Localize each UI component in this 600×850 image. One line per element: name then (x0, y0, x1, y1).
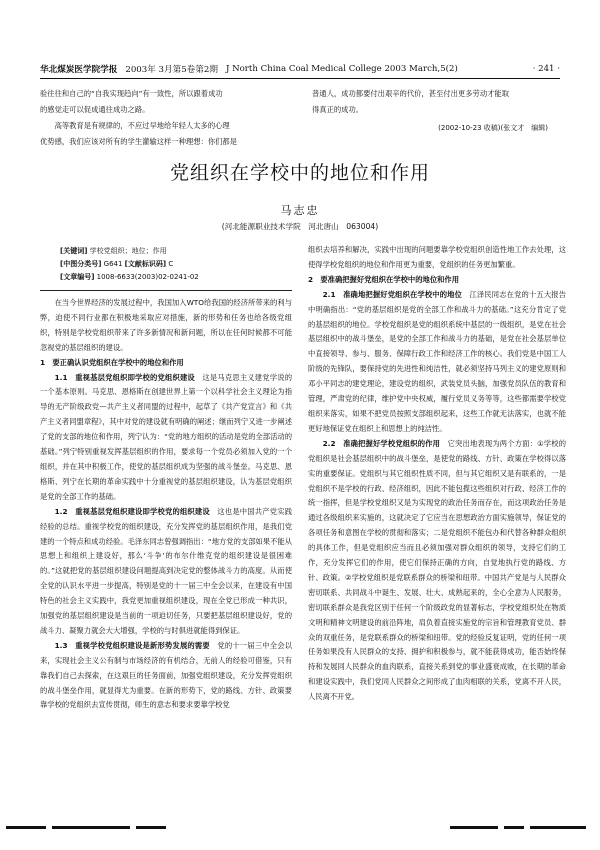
footer-decoration (0, 826, 600, 836)
subsection-heading: 1.1 重视基层党组织即学校的党组织建设 (54, 372, 195, 382)
metadata-rule (40, 290, 292, 291)
body-paragraph (40, 371, 292, 505)
footer-bar-segment (504, 826, 524, 829)
clc-label: [中图分类号] (60, 260, 102, 268)
article-number-label: [文章编号] (60, 273, 95, 281)
journal-name-en: J North China Coal Medical College 2003 March,5(2) (225, 64, 458, 74)
footer-bar-segment (530, 826, 586, 829)
previous-line: 高等教育是有规律的，不应过早地给年轻人太多的心理 (54, 121, 230, 130)
clc-value: G641 (103, 260, 123, 268)
running-header (40, 62, 560, 76)
subsection-heading: 2.1 准确地把握好党组织在学校中的地位 (322, 289, 463, 299)
footer-bar-segment (450, 826, 498, 829)
paragraph-text: 党的十一届三中全会以来，实现社会主义公有制与市场经济的有机结合，无前人的经验可借鉴，只有靠我们自己去探索，在这艰巨的任务面前，加强党组织建设，充分发挥党组织的战斗堡垒作用，就显得尤为重要。在新的形势下，党的路线、方针、政策要靠学校的党组织去宣传贯彻，师生的意志和要求要靠学校党 (40, 640, 292, 710)
footer-bar-segment (52, 826, 130, 829)
footer-bar-segment (6, 826, 46, 829)
article-number-row (60, 271, 292, 284)
paragraph-text: 这也是中国共产党实践经验的总结。重视学校党的组织建设，充分发挥党的基层组织作用，是我们党建的一个特点和成功经验。毛泽东同志曾强调指出：“地方党的支部如果不能从思想上和组织上建设好，那么‘斗争’的布尔什维克党的组织建设是很困难的。”这就把党的基层组织建设问题提高到决定党的整体战斗力的高度。从而使全党的认识水平进一步提高，特别是党的十一届三中全会以来，在建设有中国特色的社会主义实践中，我党更加重视组织建设，现在全党已形成一种共识，加强党的基层组织建设是当前的一项迫切任务，只要把基层组织建设好，党的战斗力、凝聚力就会大大增强，学校的与时俱进就能得到保证。 (40, 506, 292, 635)
doc-code-value: C (168, 260, 174, 268)
keywords-label: [关键词] (60, 247, 88, 255)
continued-paragraph: 组织去培养和解决，实践中出现的问题要靠学校党组织创造性地工作去处理，这使得学校党组织的地位和作用更为重要，党组织的任务更加繁重。 (308, 245, 566, 269)
previous-line: 普通人，成功都要付出艰辛的代价，甚至付出更多劳动才能取 (312, 89, 510, 98)
section-heading: 1 要正确认识党组织在学校中的地位和作用 (40, 357, 184, 367)
paragraph-text: 江泽民同志在党的十五大报告中明确指出：“党的基层组织是党的全部工作和战斗力的基础。”这充分肯定了党的基层组织的地位。学校党组织是党的组织系统中基层的一级组织，是党在社会基层组织中的战斗堡垒，是党的全部工作和战斗力的基础，是党在社会基层单位中直接领导、参与、服务、保障行政工作和经济工作的核心。我们党是中国工人阶级的先锋队，要保持党的先进性和纯洁性，就必须坚持马列主义的建党原则和邓小平同志的建党理论，建设党的组织，武装党员头脑，加强党员队伍的教育和管理，严肃党的纪律，维护党中央权威，履行党员义务等等，这些都需要学校党组织来落实，如果不把党员按照支部组织起来，这些工作就无法落实，也就不能更好地保证党在组织上和思想上的纯洁性。 (308, 289, 566, 433)
previous-line: 得真正的成功。 (312, 105, 364, 114)
journal-name-cn: 华北煤炭医学院学报 (40, 65, 118, 75)
subsection-heading: 2.2 准确把握好学校党组织的作用 (322, 438, 441, 448)
footer-bar-segment (136, 826, 166, 829)
page-number: · 241 · (532, 64, 560, 74)
body-paragraph (308, 288, 566, 437)
section-heading: 2 要准确把握好党组织在学校中的地位和作用 (308, 274, 460, 284)
classification-row (60, 258, 292, 271)
keywords-row (60, 245, 292, 258)
previous-article-left (40, 86, 290, 150)
keywords-value: 学校党组织；地位；作用 (89, 247, 167, 255)
issue-info: 2003年 3月第5卷第2期 (125, 65, 218, 75)
article-number-value: 1008-6633(2003)02-0241-02 (96, 273, 199, 281)
paragraph-text: 这是马克思主义建党学说的一个基本原则。马克思、恩格斯在创建世界上第一个以科学社会主义理论为指导的无产阶级政党—共产主义者同盟的过程中，起草了《共产党宣言》和《共产主义者同盟章程》，其中对党的建设就有明确的阐述；继而列宁又进一步阐述了党的支部的地位和作用，列宁认为：“党的地方组织的活动是党的全部活动的基础。”列宁特别重视发挥基层组织的作用，要求每一个党员必须加入党的一个组织，并在其中积极工作，使党的基层组织成为坚强的战斗堡垒。马克思、恩格斯、列宁在长期的革命实践中十分重视党的基层组织建设，认为基层党组织是党的全部工作的基础。 (40, 372, 292, 501)
author-affiliation: (河北能源职业技术学院 河北唐山 063004) (221, 222, 379, 231)
previous-line: 优势感，我们应该对所有的学生灌输这样一种理想：你们都是 (40, 137, 238, 146)
subsection-heading: 1.3 重视学校党组织建设是新形势发展的需要 (54, 640, 210, 650)
body-column-left (40, 296, 292, 713)
article-title: 党组织在学校中的地位和作用 (169, 162, 430, 184)
paragraph-text: 它突出地表现为两个方面：①学校的党组织是社会基层组织中的战斗堡垒，是使党的路线、方针、政策在学校得以落实的重要保证。党组织与其它组织性质不同，但与其它组织又是有联系的，一是党组织不是学校的行政、经济组织，因此不能包揽这些组织对行政、经济工作的统一指挥，但是学校党组织又是为实现党的政治任务而存在，而这项政治任务是通过各级组织来实施的，这就决定了它应当在思想政治方面实施领导，保证党的各项任务和意图在学校的贯彻和落实；二是党组织不能包办和代替各种群众组织的具体工作，但是党组织应当而且必须加强对群众组织的领导，支持它们的工作，充分发挥它们的作用，使它们保持正确的方向，自觉地执行党的路线、方针、政策。②学校党组织是党联系群众的桥梁和纽带。中国共产党是与人民群众密切联系、共同战斗中诞生、发展、壮大、成熟起来的，全心全意为人民服务，密切联系群众是我党区别于任何一个阶级政党的显著标志，学校党组织处在物质文明和精神文明建设的前沿阵地，肩负着直接实施党的宗旨和管理教育党员、群众的双重任务，是党联系群众的桥梁和纽带。党的经验反复证明，党的任何一项任务如果没有人民群众的支持、拥护和积极参与，就不能获得成功，能否始终保持和发展同人民群众的血肉联系，直接关系到党的事业盛衰成败，在长期的革命和建设实践中，我们党同人民群众之间形成了血肉相联的关系，党离不开人民，人民离不开党。 (308, 438, 566, 702)
body-paragraph (308, 437, 566, 705)
intro-paragraph: 在当今世界经济的发展过程中，我国加入WTO给我国的经济所带来的利与弊，迫使不同行业都在积极地采取应对措施，新的形势和任务也给各级党组织，特别是学校党组织带来了许多新情况和新问题，所以在任何时候都不可能忽视党的基层组织的建设。 (40, 298, 292, 352)
subsection-heading: 1.2 重视基层党组织建设即学校党的组织建设 (54, 506, 210, 516)
previous-line: 的感觉走可以促成通往成功之路。 (40, 105, 150, 114)
previous-article-right (312, 86, 562, 136)
previous-line: 验往往和自己的“自我实现趋向”有一致性，所以跟着成功 (40, 89, 223, 98)
header-rule (40, 78, 560, 79)
body-paragraph (40, 639, 292, 714)
article-metadata (60, 245, 292, 284)
body-column-right (308, 243, 566, 705)
article-author: 马志忠 (280, 204, 320, 217)
doc-code-label: [文献标识码] (124, 260, 167, 268)
received-note: (2002-10-23 收稿)(张文才 编辑) (438, 124, 548, 132)
body-paragraph (40, 505, 292, 639)
